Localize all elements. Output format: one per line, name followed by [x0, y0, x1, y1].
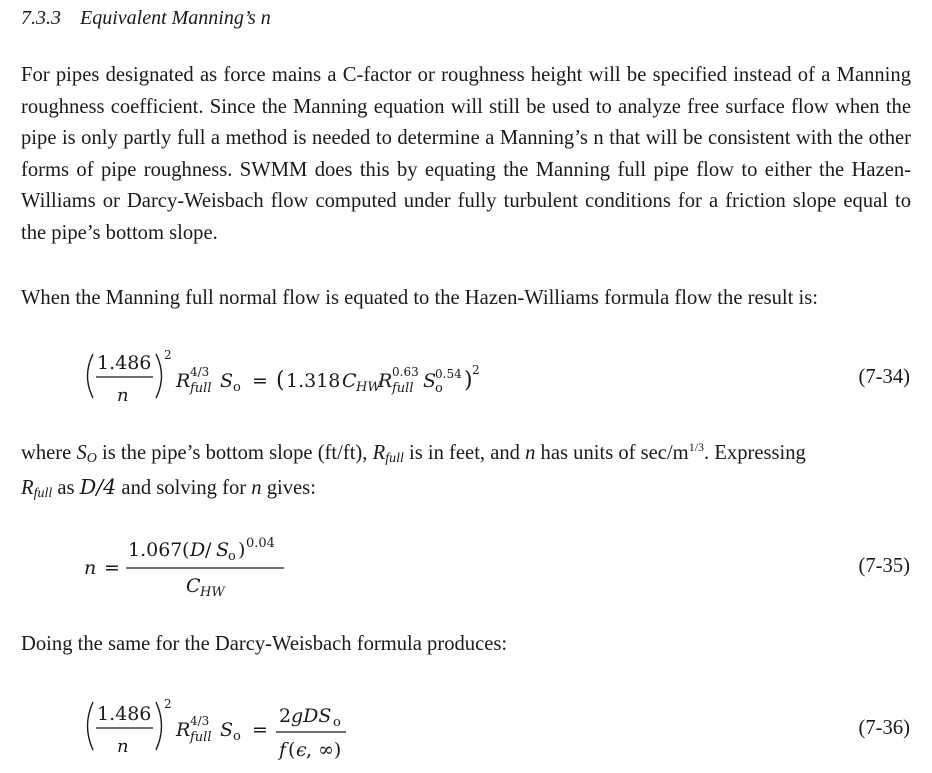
- equation-7-35-formula: [80, 528, 320, 600]
- equation-7-34-formula: [80, 340, 520, 412]
- so-symbol: S: [76, 442, 87, 464]
- svg-text:gDS: gDS: [291, 705, 332, 727]
- section-heading: [21, 7, 271, 30]
- svg-text:(: (: [276, 368, 285, 393]
- equation-7-36-formula: [80, 692, 380, 768]
- svg-text:C: C: [342, 370, 357, 392]
- equation-7-34-number: (7-34): [858, 366, 910, 388]
- p3-text-5: . Expressing: [704, 442, 806, 464]
- paragraph-darcy-weisbach-intro: Doing the same for the Darcy-Weisbach formula produces:: [21, 633, 508, 655]
- svg-text:R: R: [378, 370, 393, 392]
- svg-text:1.486: 1.486: [97, 703, 152, 725]
- equation-7-36: [80, 692, 380, 762]
- units-exponent: 1/3: [688, 440, 705, 454]
- rfull-symbol-2: R: [21, 476, 34, 499]
- svg-text:2: 2: [164, 697, 172, 711]
- svg-text:f: f: [279, 739, 287, 761]
- svg-text:R: R: [176, 370, 191, 392]
- p3-text-1: where: [21, 442, 77, 464]
- equation-7-34: [80, 340, 500, 410]
- equation-7-36-number: (7-36): [858, 717, 910, 739]
- paragraph-force-mains: For pipes designated as force mains a C-factor or roughness height will be specified instead of a Manning roughness coefficient. Since the Manning equation will still be used to analyze free surface flow when the pipe is only partly full a method is needed to determine a Manning’s n that will be consistent with the other forms of pipe roughness. SWMM does this by equating the Manning full pipe flow to either the Hazen-Williams or Darcy-Weisbach flow computed under fully turbulent conditions for a friction slope equal to the pipe’s bottom slope.: [21, 64, 911, 244]
- p3-text-8: gives:: [261, 476, 316, 499]
- svg-text:n: n: [117, 385, 129, 406]
- so-subscript: O: [86, 451, 97, 466]
- svg-text:0.63: 0.63: [392, 365, 419, 379]
- svg-text:0.04: 0.04: [246, 536, 275, 551]
- svg-text:(: (: [182, 539, 190, 561]
- svg-text:0.54: 0.54: [435, 367, 462, 381]
- svg-text:HW: HW: [356, 380, 381, 395]
- svg-text:2: 2: [472, 363, 480, 377]
- svg-text:o: o: [333, 715, 341, 730]
- paragraph-hazen-williams-intro: When the Manning full normal flow is equated to the Hazen-Williams formula flow the result is:: [21, 287, 818, 309]
- svg-text:full: full: [190, 381, 212, 396]
- section-title: Equivalent Manning’s n: [80, 7, 271, 29]
- svg-text:S: S: [216, 539, 230, 561]
- svg-text:1.486: 1.486: [97, 352, 152, 374]
- p3-text-7: and solving for: [116, 476, 252, 499]
- section-number: 7.3.3: [21, 7, 61, 29]
- svg-text:=: =: [252, 370, 268, 392]
- p3-text-6: as: [52, 476, 80, 499]
- svg-text:n: n: [117, 736, 129, 757]
- n-symbol-2: n: [251, 476, 262, 499]
- equation-7-35: [80, 528, 320, 598]
- p3-text-3: is in feet, and: [403, 442, 526, 464]
- svg-text:=: =: [104, 557, 120, 579]
- svg-text:/: /: [205, 539, 212, 561]
- p3-text-4: has units of sec/m: [535, 442, 689, 464]
- svg-text:4/3: 4/3: [190, 365, 210, 379]
- p3-text-2: is the pipe’s bottom slope (ft/ft),: [96, 442, 373, 464]
- svg-text:n: n: [84, 557, 97, 579]
- rfull-symbol: R: [372, 442, 386, 464]
- equation-7-35-number: (7-35): [858, 555, 910, 577]
- svg-text:full: full: [190, 730, 212, 745]
- svg-text:S: S: [220, 370, 234, 392]
- d-over-4: D/4: [79, 474, 117, 499]
- svg-text:o: o: [228, 549, 236, 564]
- svg-text:o: o: [233, 380, 241, 395]
- svg-text:S: S: [423, 370, 437, 392]
- svg-text:ϵ: ϵ: [296, 739, 307, 761]
- svg-text:o: o: [233, 729, 241, 744]
- svg-text:R: R: [176, 719, 191, 741]
- svg-text:(: (: [288, 739, 296, 761]
- paragraph-where: [21, 438, 911, 506]
- svg-text:1.318: 1.318: [286, 370, 341, 392]
- svg-text:HW: HW: [200, 585, 225, 600]
- svg-text:4/3: 4/3: [190, 714, 210, 728]
- svg-text:=: =: [252, 719, 268, 741]
- n-symbol: n: [525, 442, 536, 464]
- rfull-subscript: full: [385, 451, 404, 466]
- rfull-subscript-2: full: [33, 485, 53, 501]
- svg-text:): ): [238, 539, 246, 561]
- svg-text:full: full: [392, 381, 414, 396]
- svg-text:C: C: [186, 575, 201, 597]
- svg-text:1.067: 1.067: [128, 539, 183, 561]
- svg-text:D: D: [190, 539, 206, 561]
- svg-text:S: S: [220, 719, 234, 741]
- svg-text:, ∞): , ∞): [306, 739, 342, 761]
- svg-text:o: o: [435, 381, 443, 396]
- svg-text:2: 2: [279, 705, 292, 727]
- svg-text:2: 2: [164, 348, 172, 362]
- svg-text:): ): [464, 368, 473, 393]
